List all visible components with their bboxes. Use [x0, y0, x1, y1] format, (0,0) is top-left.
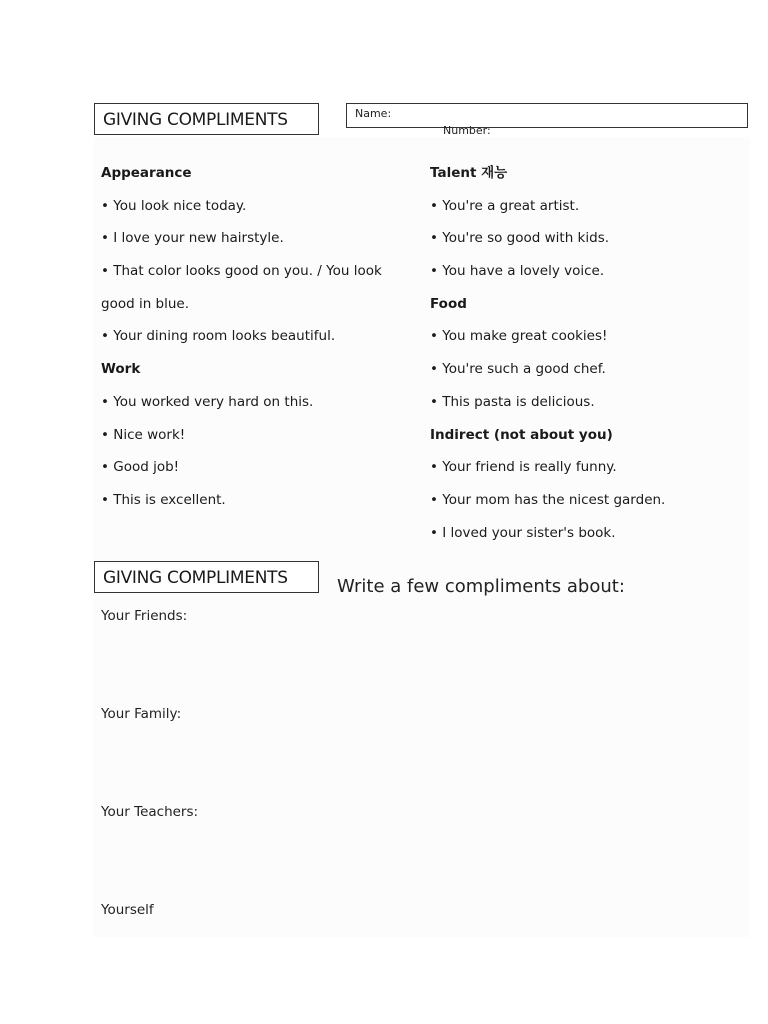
exercise-title: GIVING COMPLIMENTS	[94, 561, 319, 593]
compliment-item: • I love your new hairstyle.	[101, 230, 284, 247]
category-heading: Indirect (not about you)	[430, 426, 613, 443]
compliment-item: • Good job!	[101, 459, 180, 476]
compliment-item: • Your dining room looks beautiful.	[101, 328, 336, 345]
compliment-item: • You're such a good chef.	[430, 361, 606, 378]
name-number-box	[346, 103, 748, 128]
compliment-item: • This pasta is delicious.	[430, 393, 595, 410]
compliment-item: • You worked very hard on this.	[101, 393, 314, 410]
right-column	[430, 157, 740, 549]
left-column	[101, 157, 411, 517]
compliment-item: • You're a great artist.	[430, 197, 580, 214]
compliment-item: • You have a lovely voice.	[430, 263, 605, 280]
category-heading: Appearance	[101, 165, 192, 181]
compliment-item: good in blue.	[101, 295, 190, 312]
compliment-item: • Nice work!	[101, 426, 186, 443]
compliment-item: • You're so good with kids.	[430, 230, 610, 247]
category-heading: Talent 재능	[430, 165, 508, 181]
exercise-prompt: Write a few compliments about:	[337, 576, 625, 597]
category-heading: Food	[430, 295, 467, 312]
section-label-friends: Your Friends:	[101, 608, 188, 624]
category-heading: Work	[101, 361, 141, 378]
section-label-family: Your Family:	[101, 706, 182, 722]
compliment-item: • You make great cookies!	[430, 328, 608, 345]
name-label: Name:	[355, 107, 392, 120]
number-label: Number:	[443, 124, 491, 137]
section-label-teachers: Your Teachers:	[101, 804, 199, 820]
compliment-item: • That color looks good on you. / You look	[101, 263, 382, 280]
worksheet-title: GIVING COMPLIMENTS	[94, 103, 319, 135]
compliment-item: • You look nice today.	[101, 197, 247, 214]
section-label-yourself: Yourself	[101, 902, 154, 918]
compliment-item: • This is excellent.	[101, 491, 226, 508]
compliment-item: • Your mom has the nicest garden.	[430, 491, 666, 508]
compliment-item: • Your friend is really funny.	[430, 459, 617, 476]
compliment-item: • I loved your sister's book.	[430, 524, 616, 541]
